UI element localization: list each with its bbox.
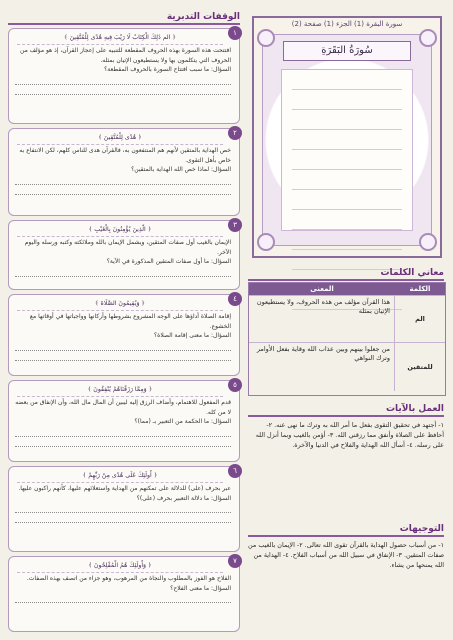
ornament-icon [419,233,437,251]
answer-line[interactable] [15,595,231,603]
activity-question: السؤال: ما معنى الفلاح؟ [170,584,231,592]
activity-ayah: ﴿ وَيُقِيمُونَ الصَّلَاةَ ﴾ [17,298,223,311]
activity-text: خص الهداية بالمتقين لأنهم هم المنتفعون به، فالقرآن هدى للناس كلهم، لكن الانتفاع به خاص بأهل التقوى. [19,147,231,164]
activity-text: إقامة الصلاة أداؤها على الوجه المشروع بشروطها وأركانها وواجباتها في أوقاتها مع الخشوع. [29,313,231,330]
activity-number: ٤ [228,292,242,306]
activity-number: ١ [228,26,242,40]
vocab-table [248,282,446,396]
guide-text: ١- من أسباب حصول الهداية بالقرآن تقوى الله تعالى. ٢- الإيمان بالغيب من صفات المتقين. ٣- الإنفاق في سبيل الله من أسباب الفلاح. ٤- الهداية من الله يمنحها من يشاء. [248,541,444,569]
vocab-row [249,295,445,342]
divider [248,415,444,417]
activity-card [8,556,240,632]
vocab-header [249,283,445,295]
activity-number: ٦ [228,464,242,478]
answer-line[interactable] [15,343,231,351]
vocab-word: الم [394,296,445,342]
vocab-meaning: من جعلوا بينهم وبين عذاب الله وقاية بفعل الأوامر وترك النواهي [256,345,390,362]
activity-number: ٣ [228,218,242,232]
activity-question: السؤال: ما سبب افتتاح السورة بالحروف المقطعة؟ [104,66,231,73]
activity-text: الفلاح هو الفوز بالمطلوب والنجاة من المرهوب، وهو جزاء من اتصف بهذه الصفات. [26,575,231,582]
activities-column [8,10,240,636]
answer-line[interactable] [15,269,231,277]
answer-line[interactable] [15,439,231,447]
ornament-icon [257,29,275,47]
ornament-icon [257,233,275,251]
activity-card [8,128,240,216]
answer-line[interactable] [15,353,231,361]
activity-body [15,312,231,361]
quran-page-inner [262,34,432,246]
activity-ayah: ﴿ الَّذِينَ يُؤْمِنُونَ بِالْغَيْبِ ﴾ [17,224,223,237]
answer-line[interactable] [15,187,231,195]
quran-page-header: سورة البقرة (1) الجزء (1) صفحة (2) [291,20,403,28]
activity-body [15,574,231,603]
answer-line[interactable] [15,505,231,513]
activity-text: افتتحت هذه السورة بهذه الحروف المقطعة للتنبيه على إعجاز القرآن، إذ هو مؤلف من الحروف التي يتكلمون بها ولا يستطيعون الإتيان بمثله. [20,47,231,64]
activity-question: السؤال: ما معنى إقامة الصلاة؟ [154,332,231,339]
activity-number: ٧ [228,554,242,568]
ornament-icon [419,29,437,47]
answer-line[interactable] [15,515,231,523]
answer-line[interactable] [15,77,231,85]
activity-ayah: ﴿ أُولَئِكَ عَلَى هُدًى مِنْ رَبِّهِمْ ﴾ [17,470,223,483]
activity-text: قدم المفعول للاهتمام، وأضاف الرزق إليه ليبين أن المال مال الله، وأن الإنفاق من بعضه لا من كله. [15,399,231,416]
vocab-title: معاني الكلمات [380,268,444,278]
activity-body [15,484,231,523]
work-text: ١- أجتهد في تحقيق التقوى بفعل ما أمر الله به وترك ما نهى عنه. ٢- أحافظ على الصلاة وأنفق مما رزقني الله. ٣- أؤمن بالغيب وبما أنزل الله على رسله. ٤- أسأل الله الهداية والفلاح في الدنيا والآخرة. [255,421,444,449]
quran-text-block [281,69,413,231]
activity-card [8,466,240,552]
activity-body [15,46,231,95]
vocab-row [249,342,445,391]
activity-card [8,220,240,290]
activity-text: عبر بحرف (على) للدلالة على تمكنهم من الهداية واستعلائهم عليها، كأنهم راكبون عليها. [18,485,231,492]
work-title: العمل بالآيات [385,404,444,414]
activity-number: ٥ [228,378,242,392]
col-meaning-header: المعنى [310,285,334,293]
activity-ayah: ﴿ الم ذَلِكَ الْكِتَابُ لَا رَيْبَ فِيهِ هُدًى لِلْمُتَّقِينَ ﴾ [17,32,223,45]
vocab-word: للمتقين [394,343,445,391]
answer-line[interactable] [15,87,231,95]
quran-page-frame [252,16,442,258]
activity-body [15,398,231,447]
activity-ayah: ﴿ وَأُولَئِكَ هُمُ الْمُفْلِحُونَ ﴾ [17,560,223,573]
divider [248,279,444,281]
activity-body [15,146,231,195]
activities-title: الوقفات التدبرية [166,12,240,22]
guide-title: التوجيهات [399,524,444,534]
activity-question: السؤال: لماذا خص الله الهداية بالمتقين؟ [131,166,231,173]
activity-ayah: ﴿ وَمِمَّا رَزَقْنَاهُمْ يُنْفِقُونَ ﴾ [17,384,223,397]
activity-body [15,238,231,277]
activity-card [8,294,240,376]
divider [248,535,444,537]
activity-question: السؤال: ما دلالة التعبير بحرف (على)؟ [136,494,231,502]
divider [8,23,240,25]
activities-header [8,10,240,24]
activity-question: السؤال: ما الحكمة من التعبير بـ (مما)؟ [134,418,231,425]
activity-text: الإيمان بالغيب أول صفات المتقين، ويشمل الإيمان بالله وملائكته وكتبه ورسله واليوم الآخر. [24,239,231,256]
activity-ayah: ﴿ هُدًى لِلْمُتَّقِينَ ﴾ [17,132,223,145]
activity-card [8,380,240,462]
vocab-meaning: هذا القرآن مؤلف من هذه الحروف، ولا يستطيعون الإتيان بمثله [256,298,390,315]
activity-number: ٢ [228,126,242,140]
answer-line[interactable] [15,429,231,437]
surah-title: سُورَةُ البَقَرَةِ [283,41,411,61]
col-word-header: الكلمة [409,285,431,293]
answer-line[interactable] [15,177,231,185]
activity-card [8,28,240,124]
activity-question: السؤال: ما أول صفات المتقين المذكورة في الآية؟ [106,258,231,265]
